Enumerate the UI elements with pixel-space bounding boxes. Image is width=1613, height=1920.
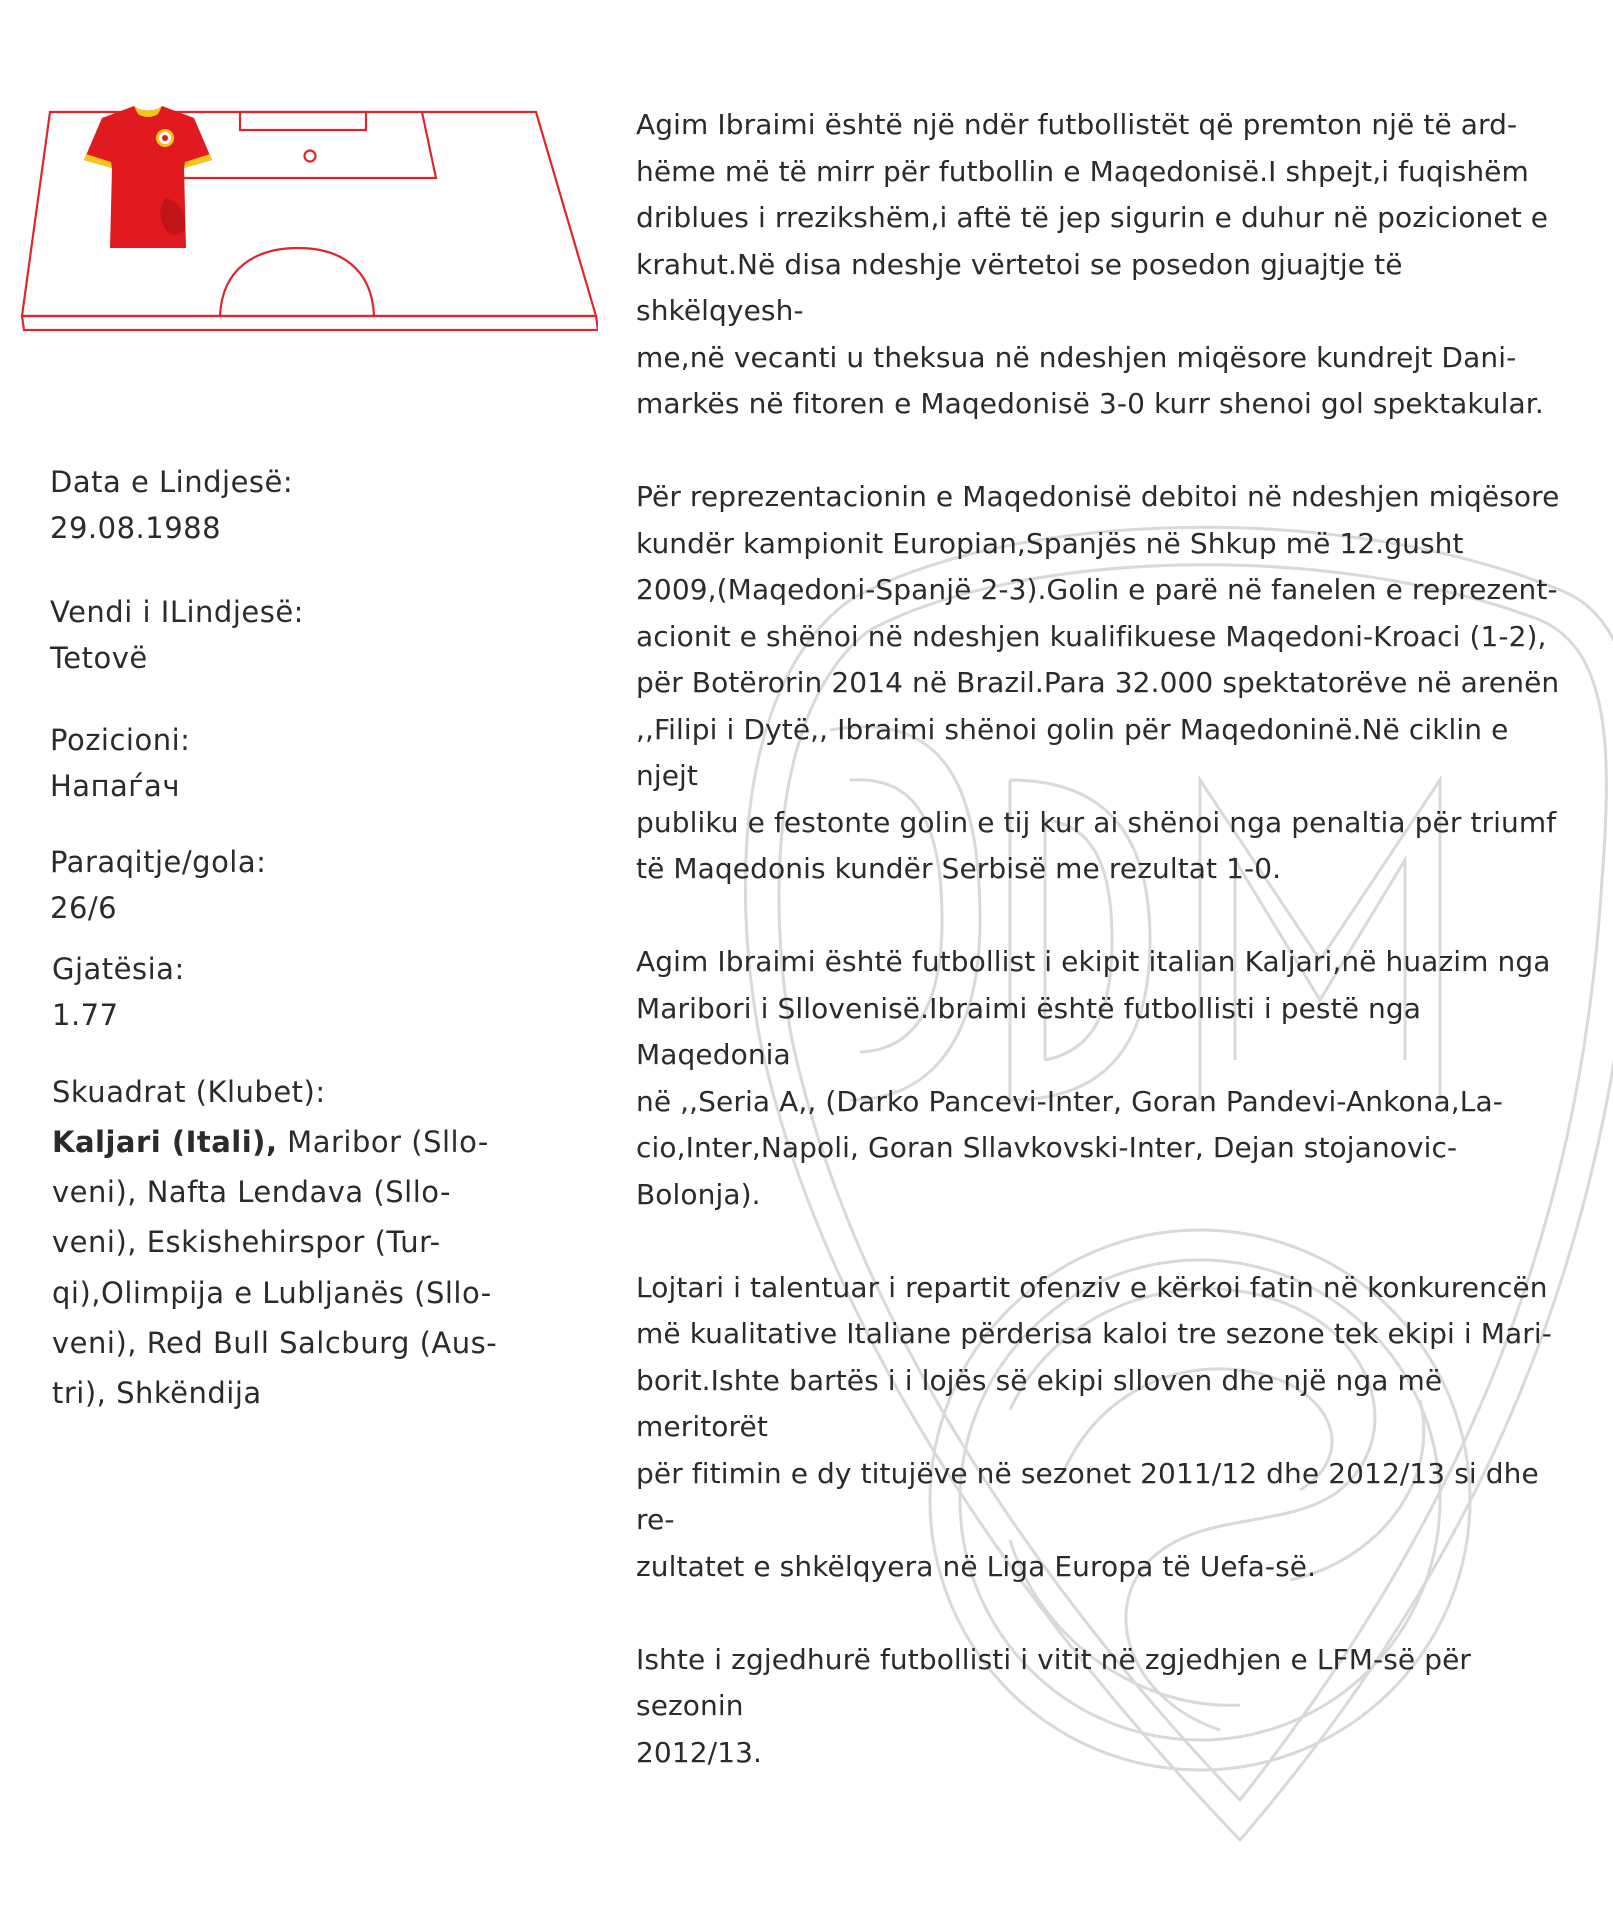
position-block (50, 718, 190, 810)
birth-date-label: Data e Lindjesë: (50, 465, 294, 499)
position-value: Напаѓач (50, 768, 180, 803)
previous-clubs: Maribor (Sllo- veni), Nafta Lendava (Sllo- veni), Eskishehirspor (Tur- qi),Olimpija e Lubljanës (Sllo- veni), Red Bull Salcburg (Aus- tri), Shkëndija (52, 1125, 498, 1410)
birth-place-label: Vendi i ILindjesë: (50, 595, 304, 629)
height-value: 1.77 (52, 997, 119, 1032)
birth-place-block (50, 590, 304, 682)
bio-paragraph-2: Për reprezentacionin e Maqedonisë debitoi në ndeshjen miqësore kundër kampionit Europian,Spanjës në Shkup më 12.gusht 2009,(Maqedoni-Spanjë 2-3).Golin e parë në fanelen e reprezent- acionit e shënoi në ndeshjen kualifikuese Maqedoni-Kroaci (1-2), për Botërorin 2014 në Brazil.Para 32.000 spektatorëve në arenën ,,Filipi i Dytë,, Ibraimi shënoi golin për Maqedoninë.Në ciklin e njejt publiku e festonte golin e tij kur ai shënoi nga penaltia për triumf të Maqedonis kundër Serbisë me rezultat 1-0. (636, 480, 1560, 885)
birth-date-block (50, 460, 293, 552)
appearances-block (50, 840, 266, 932)
appearances-label: Paraqitje/gola: (50, 845, 267, 879)
bio-paragraph-3: Agim Ibraimi është futbollist i ekipit italian Kaljari,në huazim nga Maribori i Sllovenisë.Ibraimi është futbollisti i pestë nga Maqedonia në ,,Seria A,, (Darko Pancevi-Inter, Goran Pandevi-Ankona,La- cio,Inter,Napoli, Goran Sllavkovski-Inter, Dejan stojanovic-Bolonja). (636, 945, 1551, 1211)
clubs-block (52, 1067, 512, 1418)
biography-text (636, 102, 1576, 1823)
clubs-list (52, 1117, 512, 1418)
current-club: Kaljari (Itali), (52, 1125, 278, 1160)
height-label: Gjatësia: (52, 952, 185, 986)
bio-paragraph-4: Lojtari i talentuar i repartit ofenziv e kërkoi fatin në konkurencën më kualitative Italiane përderisa kaloi tre sezone tek ekipi i Mari- borit.Ishte bartës i i lojës së ekipi slloven dhe një nga më meritorët për fitimin e dy titujëve në sezonet 2011/12 dhe 2012/13 si dhe re- zultatet e shkëlqyera në Liga Europa të Uefa-së. (636, 1270, 1552, 1583)
clubs-label: Skuadrat (Klubet): (52, 1075, 326, 1109)
bio-paragraph-5: Ishte i zgjedhurë futbollisti i vitit në zgjedhjen e LFM-së për sezonin 2012/13. (636, 1642, 1472, 1769)
appearances-value: 26/6 (50, 890, 118, 925)
bio-paragraph-1: Agim Ibraimi është një ndër futbollistët që premton një të ard- hëme më të mirr për futbollin e Maqedonisë.I shpejt,i fuqishëm driblues i rrezikshëm,i aftë të jep sigurin e duhur në pozicionet e krahut.Në disa ndeshje vërtetoi se posedon gjuajtje të shkëlqyesh- me,në vecanti u theksua në ndeshjen miqësore kundrejt Dani- markës në fitoren e Maqedonisë 3-0 kurr shenoi gol spektakular. (636, 108, 1549, 420)
position-label: Pozicioni: (50, 723, 191, 757)
birth-place-value: Tetovë (50, 640, 148, 675)
birth-date-value: 29.08.1988 (50, 510, 222, 545)
football-pitch-icon (18, 98, 598, 338)
height-block (52, 947, 185, 1039)
